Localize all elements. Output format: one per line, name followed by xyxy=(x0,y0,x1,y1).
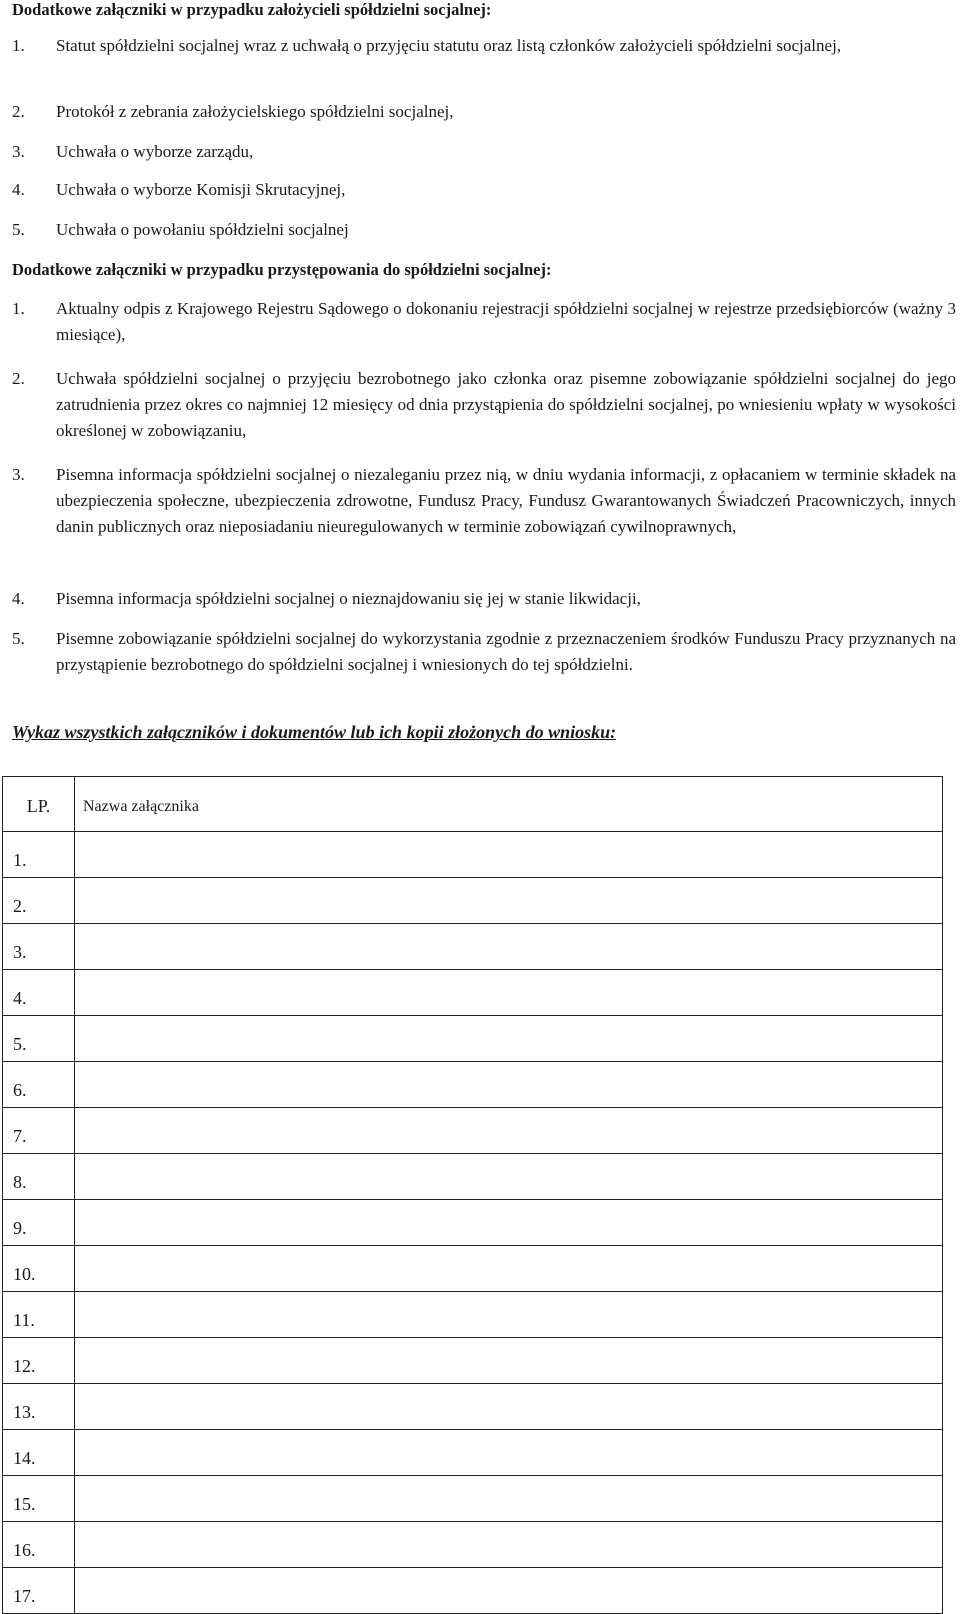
attachment-name-cell[interactable] xyxy=(75,1016,943,1062)
item-number: 4. xyxy=(12,180,25,199)
item-text: Pisemne zobowiązanie spółdzielni socjalnej do wykorzystania zgodnie z przeznaczeniem środków Funduszu Pracy przyznanych na przystąpienie bezrobotnego do spółdzielni socjalnej i wniesionych do tej spółdzielni. xyxy=(56,629,956,674)
item-text: Uchwała o wyborze Komisji Skrutacyjnej, xyxy=(56,180,346,199)
section2-heading: Dodatkowe załączniki w przypadku przystępowania do spółdzielni socjalnej: xyxy=(12,260,552,279)
attachment-name-cell[interactable] xyxy=(75,1568,943,1614)
section1-item-1 xyxy=(12,33,956,59)
item-number: 5. xyxy=(12,629,25,648)
attachment-name-cell[interactable] xyxy=(75,970,943,1016)
row-number: 16. xyxy=(3,1522,75,1568)
row-number: 2. xyxy=(3,878,75,924)
item-text: Uchwała spółdzielni socjalnej o przyjęciu bezrobotnego jako członka oraz pisemne zobowiązanie spółdzielni socjalnej do jego zatrudnienia przez okres co najmniej 12 miesięcy od dnia przystąpienia do spółdzielni socjalnej, po wniesieniu wpłaty w wysokości określonej w zobowiązaniu, xyxy=(56,369,956,440)
section1-item-4 xyxy=(12,177,956,203)
item-number: 2. xyxy=(12,369,25,388)
item-text: Statut spółdzielni socjalnej wraz z uchwałą o przyjęciu statutu oraz listą członków założycieli spółdzielni socjalnej, xyxy=(56,36,842,55)
attachments-list-title: Wykaz wszystkich załączników i dokumentów lub ich kopii złożonych do wniosku: xyxy=(12,722,617,742)
section1-item-3 xyxy=(12,139,956,165)
section1-heading: Dodatkowe załączniki w przypadku założycieli spółdzielni socjalnej: xyxy=(12,0,492,19)
item-text: Aktualny odpis z Krajowego Rejestru Sądowego o dokonaniu rejestracji spółdzielni socjalnej w rejestrze przedsiębiorców (ważny 3 miesiące), xyxy=(56,299,956,344)
row-number: 9. xyxy=(3,1200,75,1246)
item-number: 4. xyxy=(12,589,25,608)
attachments-table xyxy=(2,776,943,1614)
table-row xyxy=(3,1292,943,1338)
row-number: 13. xyxy=(3,1384,75,1430)
table-row xyxy=(3,1430,943,1476)
row-number: 15. xyxy=(3,1476,75,1522)
attachment-name-cell[interactable] xyxy=(75,1384,943,1430)
attachment-name-cell[interactable] xyxy=(75,1200,943,1246)
item-text: Uchwała o powołaniu spółdzielni socjalnej xyxy=(56,220,349,239)
attachment-name-cell[interactable] xyxy=(75,1522,943,1568)
table-row xyxy=(3,1200,943,1246)
table-row xyxy=(3,970,943,1016)
item-text: Protokół z zebrania założycielskiego spółdzielni socjalnej, xyxy=(56,102,454,121)
attachment-name-cell[interactable] xyxy=(75,1430,943,1476)
row-number: 4. xyxy=(3,970,75,1016)
table-row xyxy=(3,1522,943,1568)
table-row xyxy=(3,924,943,970)
section1-item-5 xyxy=(12,217,956,243)
table-row xyxy=(3,1338,943,1384)
table-row xyxy=(3,832,943,878)
attachment-name-cell[interactable] xyxy=(75,1154,943,1200)
item-text: Pisemna informacja spółdzielni socjalnej o nieznajdowaniu się jej w stanie likwidacji, xyxy=(56,589,641,608)
section2-item-3 xyxy=(12,462,956,540)
header-attachment-name: Nazwa załącznika xyxy=(75,777,943,832)
row-number: 17. xyxy=(3,1568,75,1614)
attachment-name-cell[interactable] xyxy=(75,1338,943,1384)
attachment-name-cell[interactable] xyxy=(75,1108,943,1154)
attachment-name-cell[interactable] xyxy=(75,1292,943,1338)
table-row xyxy=(3,1154,943,1200)
table-row xyxy=(3,1568,943,1614)
row-number: 14. xyxy=(3,1430,75,1476)
section2-item-4 xyxy=(12,586,956,612)
item-number: 3. xyxy=(12,465,25,484)
row-number: 5. xyxy=(3,1016,75,1062)
table-row xyxy=(3,1108,943,1154)
section2-item-2 xyxy=(12,366,956,444)
item-number: 1. xyxy=(12,299,25,318)
item-text: Pisemna informacja spółdzielni socjalnej o niezaleganiu przez nią, w dniu wydania informacji, z opłacaniem w terminie składek na ubezpieczenia społeczne, ubezpieczenia zdrowotne, Fundusz Pracy, Fundusz Gwarantowanych Świadczeń Pracowniczych, innych danin publicznych oraz nieposiadaniu nieuregulowanych w terminie zobowiązań cywilnoprawnych, xyxy=(56,465,956,536)
table-header-row xyxy=(3,777,943,832)
table-row xyxy=(3,1016,943,1062)
table-row xyxy=(3,878,943,924)
item-number: 2. xyxy=(12,102,25,121)
header-lp: LP. xyxy=(3,777,75,832)
attachment-name-cell[interactable] xyxy=(75,924,943,970)
item-number: 5. xyxy=(12,220,25,239)
item-number: 3. xyxy=(12,142,25,161)
item-text: Uchwała o wyborze zarządu, xyxy=(56,142,254,161)
attachment-name-cell[interactable] xyxy=(75,1062,943,1108)
section2-item-5 xyxy=(12,626,956,678)
row-number: 12. xyxy=(3,1338,75,1384)
row-number: 10. xyxy=(3,1246,75,1292)
row-number: 1. xyxy=(3,832,75,878)
section1-item-2 xyxy=(12,99,956,125)
attachment-name-cell[interactable] xyxy=(75,878,943,924)
table-row xyxy=(3,1384,943,1430)
row-number: 8. xyxy=(3,1154,75,1200)
row-number: 7. xyxy=(3,1108,75,1154)
table-row xyxy=(3,1476,943,1522)
row-number: 11. xyxy=(3,1292,75,1338)
section2-item-1 xyxy=(12,296,956,348)
table-row xyxy=(3,1246,943,1292)
item-number: 1. xyxy=(12,36,25,55)
row-number: 3. xyxy=(3,924,75,970)
row-number: 6. xyxy=(3,1062,75,1108)
attachment-name-cell[interactable] xyxy=(75,1246,943,1292)
attachment-name-cell[interactable] xyxy=(75,832,943,878)
table-row xyxy=(3,1062,943,1108)
attachment-name-cell[interactable] xyxy=(75,1476,943,1522)
